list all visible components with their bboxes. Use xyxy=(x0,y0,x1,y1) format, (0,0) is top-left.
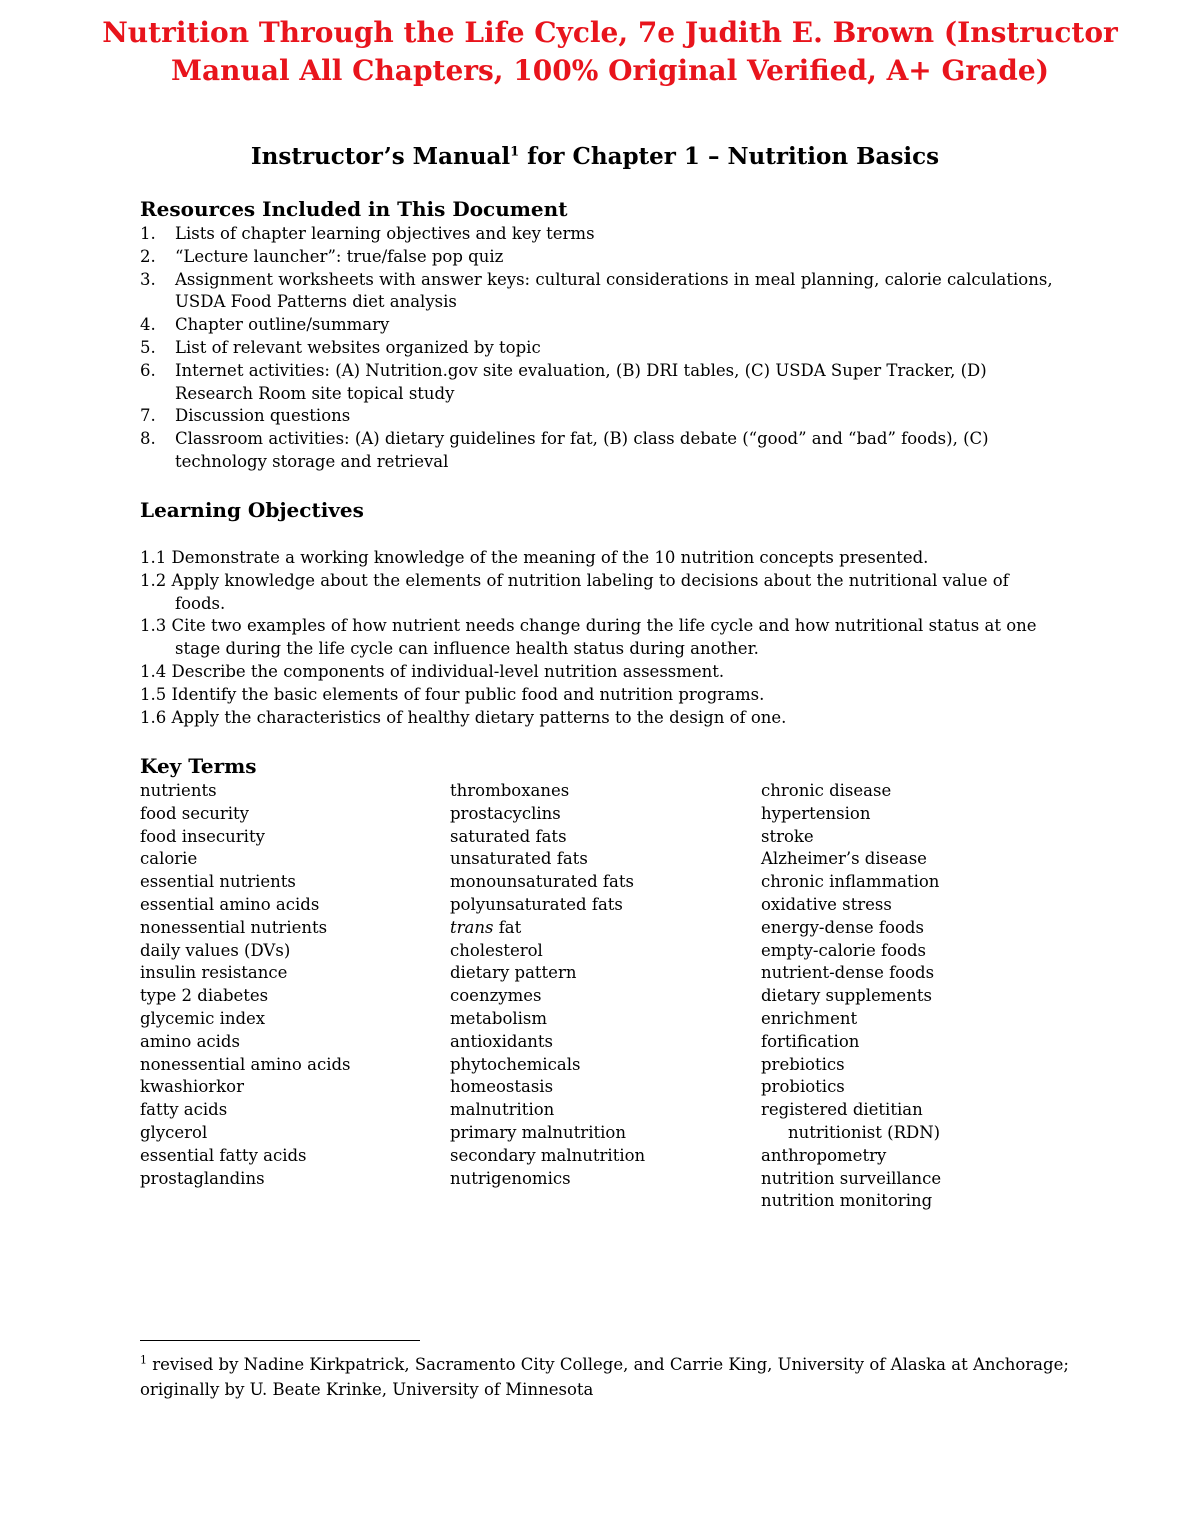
key-term: fatty acids xyxy=(140,1100,228,1120)
resource-item xyxy=(140,246,1060,269)
key-term: essential nutrients xyxy=(140,872,296,892)
key-term: prostacyclins xyxy=(450,803,561,823)
key-term: dietary supplements xyxy=(761,986,932,1006)
resource-item-text: Internet activities: (A) Nutrition.gov site evaluation, (B) DRI tables, (C) USDA Super Tracker, (D) Research Room site topical study xyxy=(175,360,987,403)
key-term: kwashiorkor xyxy=(140,1077,244,1097)
page-title xyxy=(140,140,1050,174)
objectives-heading: Learning Objectives xyxy=(140,498,364,522)
resource-item-text: Classroom activities: (A) dietary guidelines for fat, (B) class debate (“good” and “bad” foods), (C) technology storage and retrieval xyxy=(175,429,989,471)
title-footnote-marker: 1 xyxy=(510,144,520,160)
key-terms-column-3 xyxy=(761,780,1061,1213)
resource-item-text: Lists of chapter learning objectives and key terms xyxy=(175,224,595,243)
resource-item-number: 4. xyxy=(140,315,156,335)
key-term: anthropometry xyxy=(761,1145,887,1165)
key-term: nutrition surveillance xyxy=(761,1168,942,1188)
resource-item xyxy=(140,428,1060,474)
key-term: type 2 diabetes xyxy=(140,986,269,1006)
key-term: metabolism xyxy=(450,1008,548,1028)
resource-item-number: 6. xyxy=(140,360,156,380)
key-term: chronic disease xyxy=(761,781,892,800)
resource-item xyxy=(140,223,1060,246)
key-term: glycerol xyxy=(140,1122,208,1142)
resource-item-text: Assignment worksheets with answer keys: cultural considerations in meal planning, calorie calculations, USDA Food Patterns diet analysis xyxy=(175,269,1053,312)
key-term: nonessential nutrients xyxy=(140,917,328,937)
resource-item xyxy=(140,269,1060,315)
key-term-continuation: nutritionist (RDN) xyxy=(788,1122,941,1142)
resource-item-number: 1. xyxy=(140,224,156,243)
key-term: nutrients xyxy=(140,781,217,800)
objective-item: 1.3 Cite two examples of how nutrient needs change during the life cycle and how nutritional status at one stage during the life cycle can influence health status during another. xyxy=(140,616,1037,659)
footnote-marker: 1 xyxy=(140,1353,147,1367)
resource-item-number: 8. xyxy=(140,429,156,449)
key-term-italic: trans xyxy=(450,917,494,937)
key-term: primary malnutrition xyxy=(450,1122,626,1142)
key-term: daily values (DVs) xyxy=(140,940,291,960)
key-terms-column-2 xyxy=(450,780,750,1190)
key-term: glycemic index xyxy=(140,1008,266,1028)
key-term: coenzymes xyxy=(450,986,542,1006)
resource-item-text: List of relevant websites organized by topic xyxy=(175,337,541,357)
key-term: polyunsaturated fats xyxy=(450,894,623,914)
key-term: secondary malnutrition xyxy=(450,1145,646,1165)
key-term: enrichment xyxy=(761,1008,858,1028)
resources-list xyxy=(140,223,1060,474)
key-term: energy-dense foods xyxy=(761,917,924,937)
key-term: calorie xyxy=(140,849,198,869)
key-term xyxy=(450,917,750,940)
key-term: registered dietitian xyxy=(761,1100,923,1120)
objective-item: 1.1 Demonstrate a working knowledge of the meaning of the 10 nutrition concepts presented. xyxy=(140,548,929,567)
objective-item: 1.6 Apply the characteristics of healthy dietary patterns to the design of one. xyxy=(140,707,787,727)
resource-item-number: 2. xyxy=(140,246,156,266)
key-term: oxidative stress xyxy=(761,894,892,914)
key-term: nutrition monitoring xyxy=(761,1191,933,1211)
objective-item: 1.4 Describe the components of individual-level nutrition assessment. xyxy=(140,661,725,681)
resource-item-text: Chapter outline/summary xyxy=(175,315,390,335)
document-banner xyxy=(60,14,1160,90)
title-main: Instructor’s Manual xyxy=(250,143,511,170)
key-term: Alzheimer’s disease xyxy=(761,849,927,869)
key-term: cholesterol xyxy=(450,940,543,960)
key-term: prebiotics xyxy=(761,1054,845,1074)
key-term: nutrient-dense foods xyxy=(761,963,935,983)
resources-heading: Resources Included in This Document xyxy=(140,197,568,221)
resource-item-text: Discussion questions xyxy=(175,406,351,426)
banner-line-1: Nutrition Through the Life Cycle, 7e Judith E. Brown (Instructor xyxy=(102,16,1118,49)
footnote xyxy=(140,1352,1070,1402)
key-term: fortification xyxy=(761,1031,860,1051)
resource-item-number: 3. xyxy=(140,269,156,289)
key-term: homeostasis xyxy=(450,1077,554,1097)
objective-item: 1.5 Identify the basic elements of four public food and nutrition programs. xyxy=(140,684,765,704)
title-rest: for Chapter 1 – Nutrition Basics xyxy=(519,143,940,170)
key-term: probiotics xyxy=(761,1077,845,1097)
key-term: prostaglandins xyxy=(140,1168,265,1188)
resource-item-text: “Lecture launcher”: true/false pop quiz xyxy=(175,246,504,266)
key-term: essential fatty acids xyxy=(140,1145,307,1165)
objective-item: 1.2 Apply knowledge about the elements of nutrition labeling to decisions about the nutritional value of foods. xyxy=(140,570,1009,613)
key-term: nutrigenomics xyxy=(450,1168,571,1188)
key-term: insulin resistance xyxy=(140,963,288,983)
key-term: chronic inflammation xyxy=(761,872,940,892)
key-term: dietary pattern xyxy=(450,963,577,983)
key-term: stroke xyxy=(761,826,814,846)
key-term: antioxidants xyxy=(450,1031,554,1051)
key-term: saturated fats xyxy=(450,826,567,846)
resource-item xyxy=(140,314,1060,337)
key-term: unsaturated fats xyxy=(450,849,588,869)
footnote-text: revised by Nadine Kirkpatrick, Sacramento City College, and Carrie King, University of Alaska at Anchorage; originally by U. Beate Krinke, University of Minnesota xyxy=(140,1355,1069,1399)
key-term: food security xyxy=(140,803,249,823)
key-term-rest: fat xyxy=(493,917,522,937)
resource-item xyxy=(140,337,1060,360)
key-terms-column-1 xyxy=(140,780,440,1190)
resource-item xyxy=(140,405,1060,428)
key-term: phytochemicals xyxy=(450,1054,581,1074)
key-terms-heading: Key Terms xyxy=(140,754,257,778)
key-term: essential amino acids xyxy=(140,894,320,914)
key-term: food insecurity xyxy=(140,826,265,846)
resource-item-number: 5. xyxy=(140,337,156,357)
objectives-list xyxy=(140,547,1060,729)
key-term: nonessential amino acids xyxy=(140,1054,351,1074)
key-term: malnutrition xyxy=(450,1100,555,1120)
key-term: thromboxanes xyxy=(450,781,570,800)
key-term: empty-calorie foods xyxy=(761,940,926,960)
key-term: monounsaturated fats xyxy=(450,872,634,892)
key-term: hypertension xyxy=(761,803,871,823)
footnote-divider xyxy=(140,1340,420,1341)
resource-item-number: 7. xyxy=(140,406,156,426)
resource-item xyxy=(140,360,1060,406)
key-term: amino acids xyxy=(140,1031,240,1051)
banner-line-2: Manual All Chapters, 100% Original Verified, A+ Grade) xyxy=(171,54,1049,87)
